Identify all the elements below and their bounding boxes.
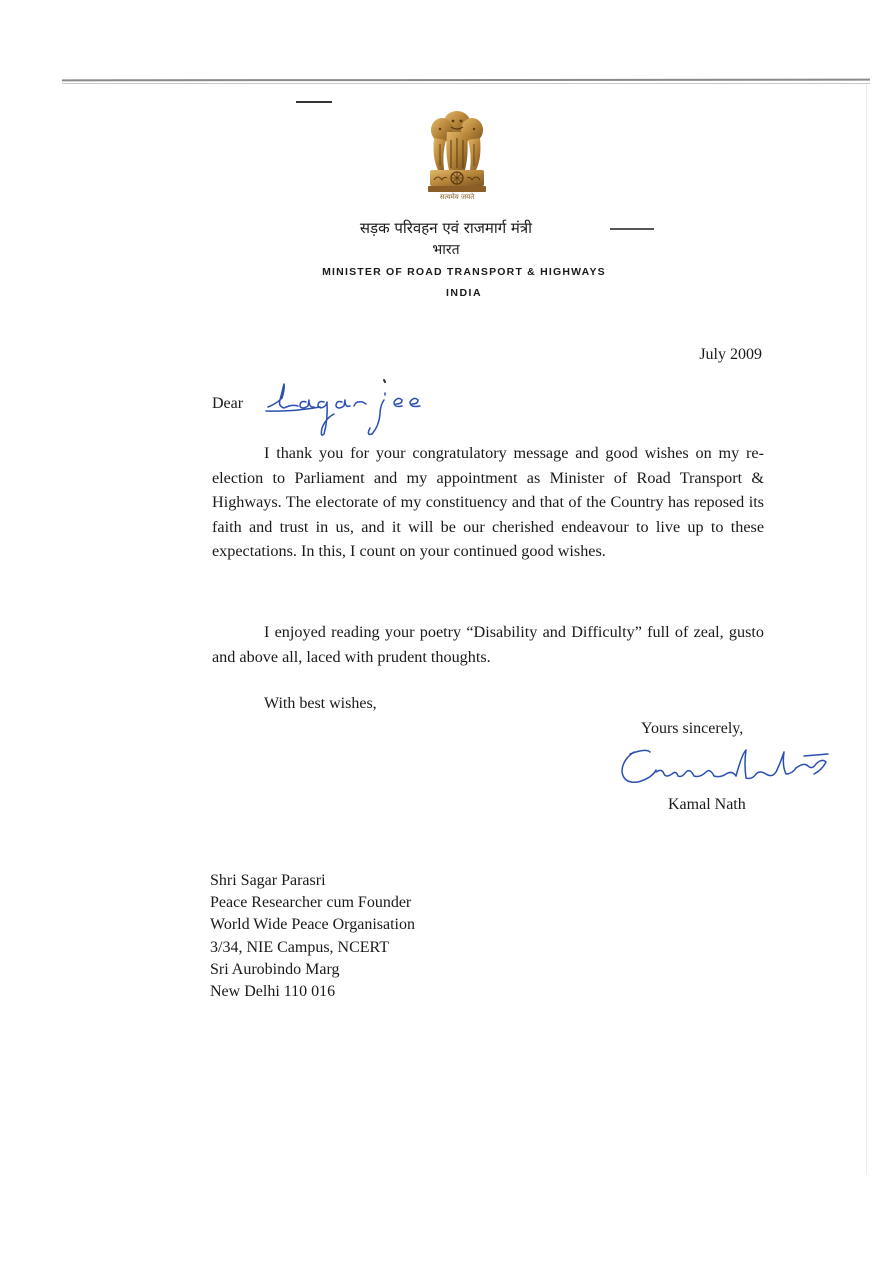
scan-mark [296, 101, 332, 103]
letterhead-hindi-title: सड़क परिवहन एवं राजमार्ग मंत्री [359, 219, 533, 237]
page-top-rule [62, 79, 870, 82]
address-line: New Delhi 110 016 [210, 983, 336, 1001]
letter-date: July 2009 [699, 346, 762, 363]
handwritten-salutation-name [262, 374, 442, 440]
address-line: World Wide Peace Organisation [210, 916, 415, 934]
address-line: Peace Researcher cum Founder [210, 894, 412, 912]
letterhead-english-country: INDIA [445, 287, 483, 299]
recipient-address [210, 870, 415, 1003]
letter-paragraph-1: I thank you for your congratulatory message and good wishes on my re-election to Parliament and my appointment as Minister of Road Transport & Highways. The electorate of my constituency and that of the Country has reposed its faith and trust in us, and it will be our cherished endeavour to live up to these expectations. In this, I count on your continued good wishes. [212, 444, 764, 561]
address-line: 3/34, NIE Campus, NCERT [210, 938, 390, 956]
address-line: Shri Sagar Parasri [210, 872, 326, 889]
complimentary-close: Yours sincerely, [641, 720, 744, 737]
letter-paragraph-2: I enjoyed reading your poetry “Disability and Difficulty” full of zeal, gusto and above all, laced with prudent thoughts. [212, 623, 764, 666]
signer-name: Kamal Nath [668, 796, 746, 813]
handwritten-signature [616, 744, 838, 794]
emblem-motto: सत्यमेव जयते [439, 193, 475, 201]
page-top-rule-shadow [62, 83, 870, 84]
letterhead-hindi-country: भारत [432, 242, 460, 258]
salutation: Dear [212, 395, 244, 412]
closing-line: With best wishes, [264, 695, 377, 712]
letterhead-english-title: MINISTER OF ROAD TRANSPORT & HIGHWAYS [322, 266, 606, 278]
address-line: Sri Aurobindo Marg [210, 960, 340, 978]
